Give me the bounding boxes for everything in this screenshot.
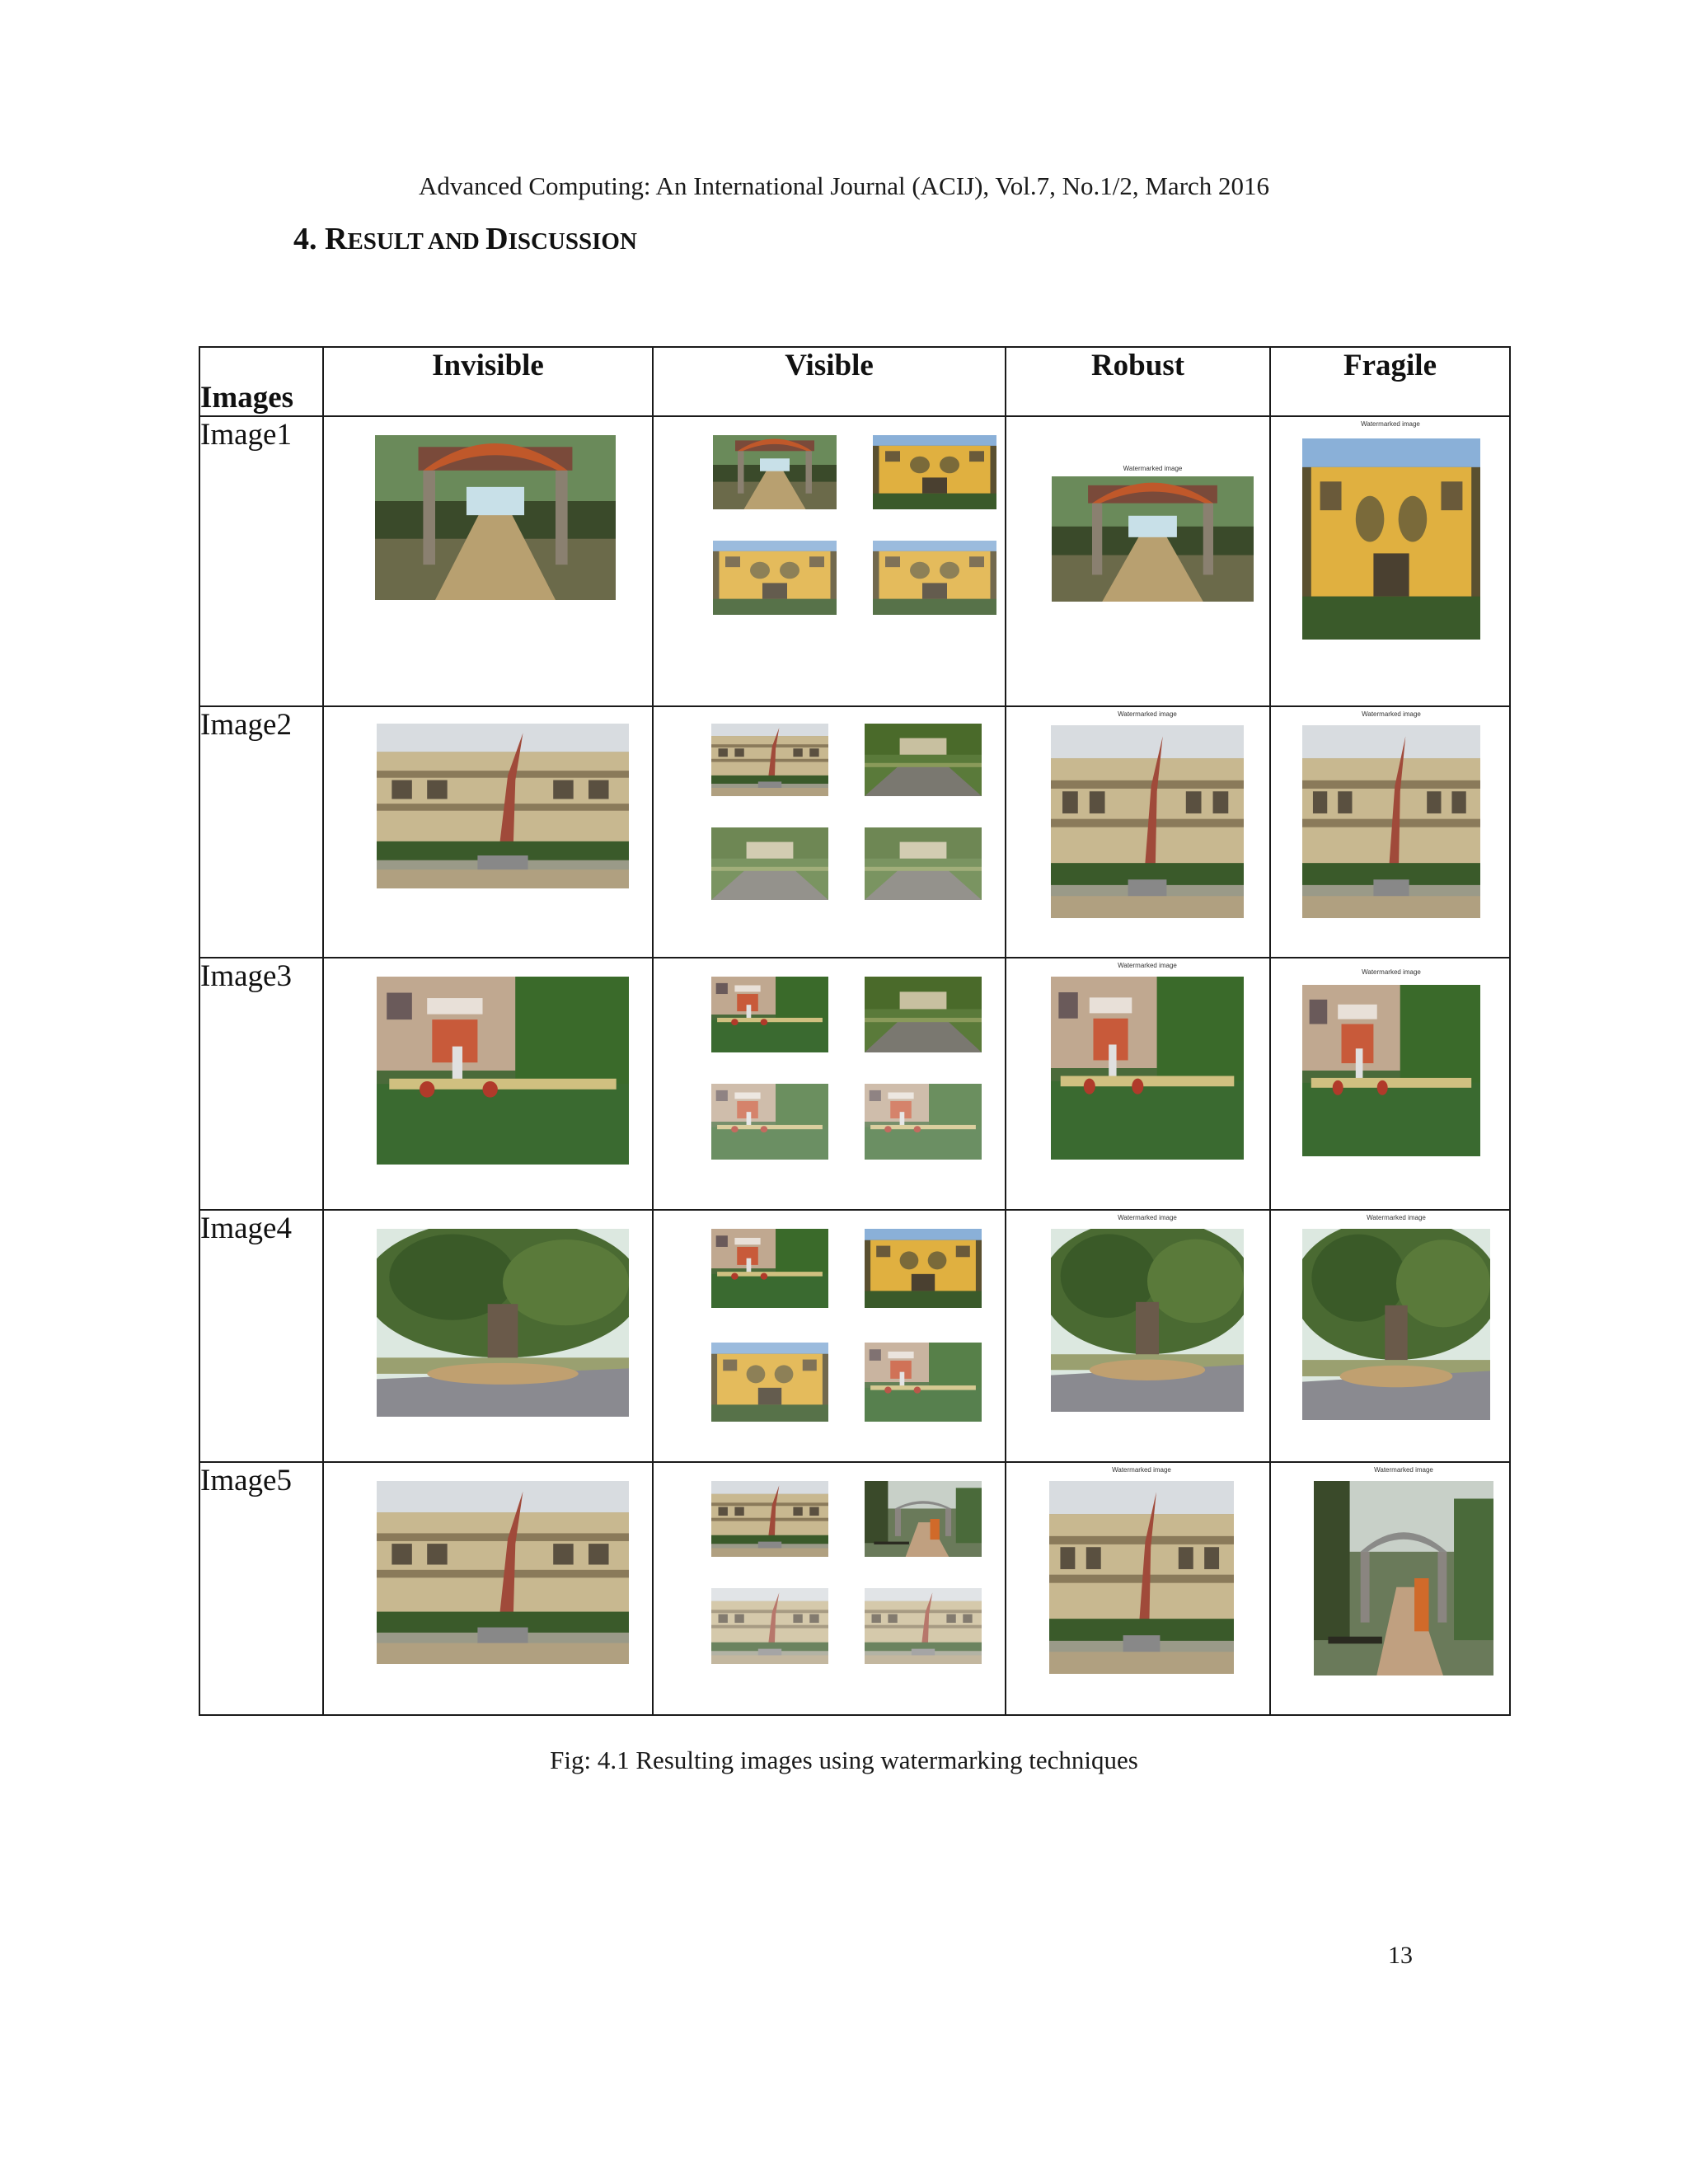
invisible-cell [323, 416, 653, 706]
invisible-image [377, 1481, 629, 1664]
robust-watermark-caption: Watermarked image [1112, 1466, 1171, 1474]
fragile-watermark-caption: Watermarked image [1362, 968, 1421, 976]
section-title-esult: ESULT AND [347, 228, 486, 255]
robust-image [1051, 1229, 1244, 1412]
invisible-cell [323, 1462, 653, 1715]
row-label: Image5 [199, 1462, 323, 1715]
watermark-image [865, 1481, 982, 1557]
page-number: 13 [1388, 1942, 1413, 1969]
robust-cell [1006, 958, 1270, 1210]
fragile-image [1302, 725, 1480, 918]
visible-cell [653, 1462, 1006, 1715]
result-image [865, 827, 982, 900]
blended-image [713, 541, 837, 615]
fragile-cell [1270, 958, 1510, 1210]
section-title-iscussion: ISCUSSION [508, 228, 637, 255]
invisible-image [377, 1229, 629, 1417]
visible-cell [653, 958, 1006, 1210]
invisible-image [377, 724, 629, 888]
robust-image [1052, 476, 1254, 602]
fragile-image [1302, 438, 1480, 640]
row-label: Image3 [199, 958, 323, 1210]
watermark-image [865, 1229, 982, 1308]
watermark-image [873, 435, 996, 509]
visible-cell [653, 416, 1006, 706]
robust-watermark-caption: Watermarked image [1118, 962, 1177, 969]
invisible-image [375, 435, 616, 600]
row-label: Image2 [199, 706, 323, 958]
result-image [865, 1343, 982, 1422]
invisible-cell [323, 958, 653, 1210]
robust-cell [1006, 706, 1270, 958]
result-image [865, 1084, 982, 1160]
host-image [711, 1229, 828, 1308]
robust-image [1051, 725, 1244, 918]
host-image [711, 1481, 828, 1557]
fragile-image [1314, 1481, 1493, 1675]
table-row [199, 416, 1510, 706]
fragile-column-header: Fragile [1270, 347, 1510, 416]
robust-cell [1006, 1462, 1270, 1715]
blended-image [711, 1343, 828, 1422]
fragile-watermark-caption: Watermarked image [1374, 1466, 1433, 1474]
watermark-image [865, 977, 982, 1052]
section-title [293, 221, 637, 257]
fragile-cell [1270, 1210, 1510, 1462]
host-image [711, 977, 828, 1052]
host-image [713, 435, 837, 509]
fragile-watermark-caption: Watermarked image [1367, 1214, 1426, 1221]
section-number: 4. [293, 222, 317, 256]
robust-image [1051, 977, 1244, 1160]
blended-image [711, 1588, 828, 1664]
fragile-watermark-caption: Watermarked image [1362, 710, 1421, 718]
figure-caption: Fig: 4.1 Resulting images using watermarking techniques [550, 1746, 1138, 1774]
section-title-d: D [485, 222, 509, 256]
fragile-cell [1270, 416, 1510, 706]
robust-watermark-caption: Watermarked image [1118, 710, 1177, 718]
fragile-image [1302, 1229, 1490, 1420]
section-title-r: R [325, 222, 348, 256]
host-image [711, 724, 828, 796]
table-header-row [199, 347, 1510, 416]
watermark-image [865, 724, 982, 796]
running-head: Advanced Computing: An International Journal (ACIJ), Vol.7, No.1/2, March 2016 [418, 171, 1270, 200]
fragile-watermark-caption: Watermarked image [1361, 420, 1420, 428]
result-image [873, 541, 996, 615]
robust-cell [1006, 416, 1270, 706]
invisible-column-header: Invisible [323, 347, 653, 416]
fragile-image [1302, 985, 1480, 1156]
invisible-cell [323, 706, 653, 958]
row-label: Image1 [199, 416, 323, 706]
results-table [199, 346, 1511, 1716]
fragile-cell [1270, 1462, 1510, 1715]
table-row [199, 958, 1510, 1210]
fragile-cell [1270, 706, 1510, 958]
table-row [199, 706, 1510, 958]
robust-watermark-caption: Watermarked image [1118, 1214, 1177, 1221]
robust-column-header: Robust [1006, 347, 1270, 416]
row-label: Image4 [199, 1210, 323, 1462]
invisible-cell [323, 1210, 653, 1462]
robust-image [1049, 1481, 1234, 1674]
robust-cell [1006, 1210, 1270, 1462]
visible-column-header: Visible [653, 347, 1006, 416]
blended-image [711, 827, 828, 900]
table-row [199, 1210, 1510, 1462]
images-column-header: Images [199, 347, 323, 416]
visible-cell [653, 1210, 1006, 1462]
robust-watermark-caption: Watermarked image [1123, 465, 1183, 472]
table-row [199, 1462, 1510, 1715]
visible-cell [653, 706, 1006, 958]
result-image [865, 1588, 982, 1664]
blended-image [711, 1084, 828, 1160]
invisible-image [377, 977, 629, 1165]
